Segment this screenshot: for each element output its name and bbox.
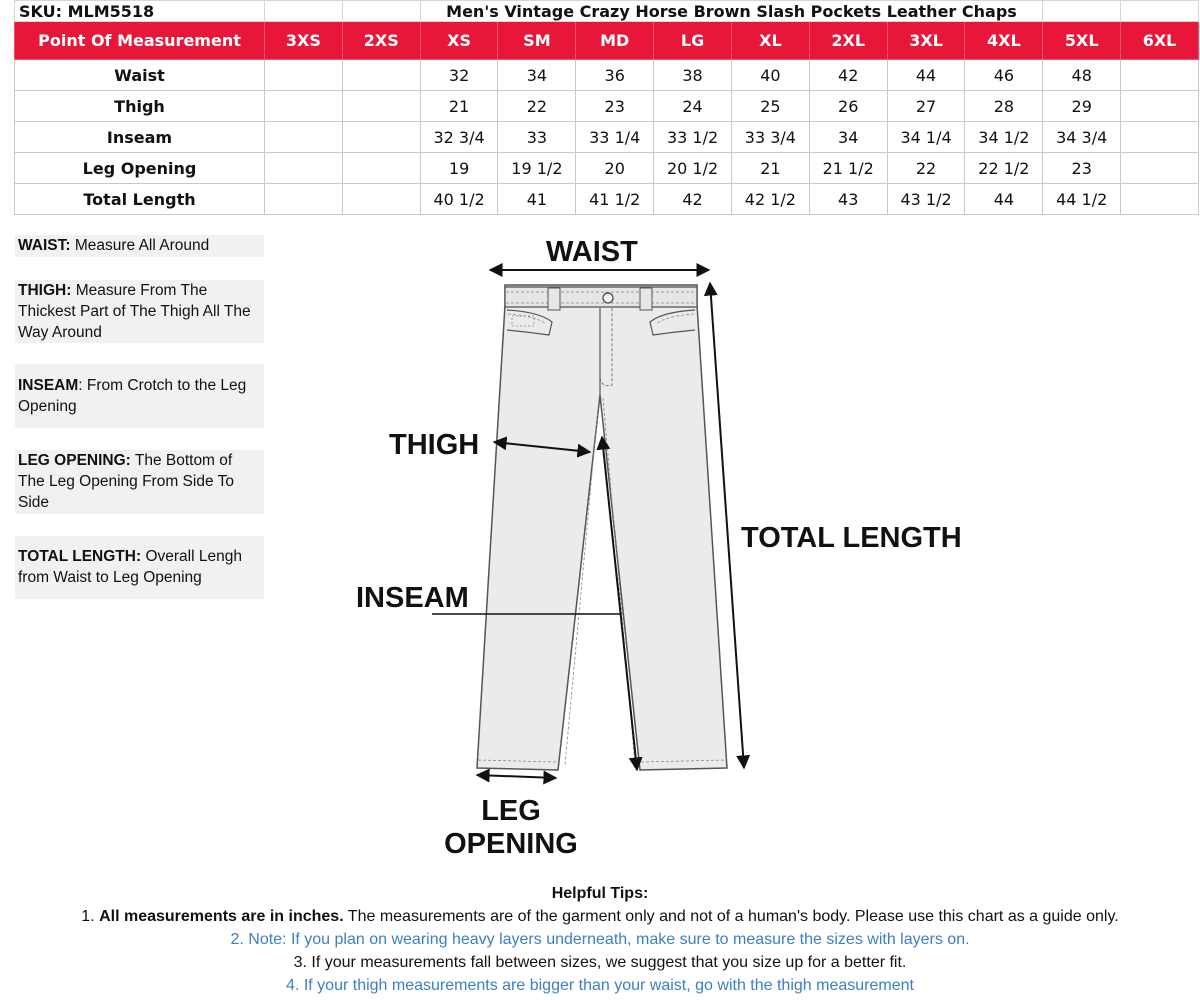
- size-header-sm: SM: [498, 22, 576, 60]
- legend-term: LEG OPENING:: [18, 452, 131, 469]
- table-cell: 22: [887, 153, 965, 184]
- legend-text: The Bottom of The Leg Opening From Side To Side: [18, 452, 234, 511]
- table-cell: 33 3/4: [731, 122, 809, 153]
- table-cell: 34 3/4: [1043, 122, 1121, 153]
- table-cell: 43: [809, 184, 887, 215]
- table-cell: 36: [576, 60, 654, 91]
- size-header-lg: LG: [654, 22, 732, 60]
- table-cell: 24: [654, 91, 732, 122]
- size-header-5xl: 5XL: [1043, 22, 1121, 60]
- size-header-md: MD: [576, 22, 654, 60]
- size-header-3xs: 3XS: [265, 22, 343, 60]
- leg-opening-arrow: [477, 775, 556, 778]
- size-header-6xl: 6XL: [1121, 22, 1199, 60]
- size-header-xs: XS: [420, 22, 498, 60]
- row-label: Inseam: [15, 122, 265, 153]
- table-cell: 42 1/2: [731, 184, 809, 215]
- table-cell: 21: [731, 153, 809, 184]
- table-cell: 34: [809, 122, 887, 153]
- diagram-label-inseam: INSEAM: [356, 582, 469, 614]
- row-label: Thigh: [15, 91, 265, 122]
- table-cell: 41: [498, 184, 576, 215]
- table-cell: 44 1/2: [1043, 184, 1121, 215]
- table-cell: 42: [654, 184, 732, 215]
- table-cell: 43 1/2: [887, 184, 965, 215]
- button-icon: [603, 293, 613, 303]
- diagram-label-thigh: THIGH: [389, 429, 480, 461]
- table-cell: 23: [576, 91, 654, 122]
- legend-text: Measure All Around: [70, 237, 210, 254]
- table-cell: 48: [1043, 60, 1121, 91]
- legend-term: TOTAL LENGTH:: [18, 548, 142, 565]
- diagram-label-total-length: TOTAL LENGTH: [741, 522, 962, 554]
- size-header-2xl: 2XL: [809, 22, 887, 60]
- table-cell: 19: [420, 153, 498, 184]
- table-cell: 40: [731, 60, 809, 91]
- row-label: Leg Opening: [15, 153, 265, 184]
- table-cell: 23: [1043, 153, 1121, 184]
- table-cell: 29: [1043, 91, 1121, 122]
- table-cell: 28: [965, 91, 1043, 122]
- header-point-of-measurement: Point Of Measurement: [15, 22, 265, 60]
- table-cell: 27: [887, 91, 965, 122]
- size-header-2xs: 2XS: [342, 22, 420, 60]
- table-cell: 25: [731, 91, 809, 122]
- leg-opening-line1: LEG: [481, 795, 541, 827]
- table-cell: 20: [576, 153, 654, 184]
- table-cell: 21 1/2: [809, 153, 887, 184]
- tip-3: 3. If your measurements fall between sizes, we suggest that you size up for a better fit.: [293, 954, 907, 971]
- table-cell: 19 1/2: [498, 153, 576, 184]
- table-cell: 42: [809, 60, 887, 91]
- row-label: Waist: [15, 60, 265, 91]
- table-cell: 44: [887, 60, 965, 91]
- table-cell: 32 3/4: [420, 122, 498, 153]
- leg-opening-line2: OPENING: [444, 828, 578, 860]
- tips-title: Helpful Tips:: [551, 885, 649, 902]
- table-cell: 21: [420, 91, 498, 122]
- table-cell: 40 1/2: [420, 184, 498, 215]
- row-label: Total Length: [15, 184, 265, 215]
- table-cell: 33: [498, 122, 576, 153]
- table-cell: 34 1/4: [887, 122, 965, 153]
- tip-1: 1. All measurements are in inches. The measurements are of the garment only and not of a human's body. Please use this chart as a guide only.: [81, 908, 1119, 925]
- table-cell: 26: [809, 91, 887, 122]
- legend-text: : From Crotch to the Leg Opening: [18, 377, 247, 415]
- diagram-label-leg-opening: [441, 795, 581, 861]
- table-cell: 22: [498, 91, 576, 122]
- legend-text: Overall Lengh from Waist to Leg Opening: [18, 548, 242, 586]
- size-header-4xl: 4XL: [965, 22, 1043, 60]
- table-cell: 20 1/2: [654, 153, 732, 184]
- legend-term: THIGH:: [18, 282, 72, 299]
- table-cell: 32: [420, 60, 498, 91]
- sku-label: SKU: MLM5518: [15, 1, 265, 22]
- table-cell: 33 1/2: [654, 122, 732, 153]
- legend-text: Measure From The Thickest Part of The Thigh All The Way Around: [18, 282, 251, 341]
- tip-4: 4. If your thigh measurements are bigger than your waist, go with the thigh measurement: [286, 977, 914, 994]
- pants-outline: [477, 285, 727, 770]
- size-header-3xl: 3XL: [887, 22, 965, 60]
- diagram-label-waist: WAIST: [546, 236, 638, 268]
- helpful-tips: [0, 882, 1200, 997]
- size-header-xl: XL: [731, 22, 809, 60]
- table-cell: 44: [965, 184, 1043, 215]
- table-cell: 46: [965, 60, 1043, 91]
- table-cell: 38: [654, 60, 732, 91]
- table-cell: 34: [498, 60, 576, 91]
- tip-2: 2. Note: If you plan on wearing heavy layers underneath, make sure to measure the sizes with layers on.: [230, 931, 970, 948]
- table-cell: 33 1/4: [576, 122, 654, 153]
- legend-term: WAIST:: [18, 237, 71, 254]
- legend-term: INSEAM: [18, 377, 79, 394]
- waistband: [505, 287, 697, 307]
- table-cell: 22 1/2: [965, 153, 1043, 184]
- table-cell: 34 1/2: [965, 122, 1043, 153]
- table-cell: 41 1/2: [576, 184, 654, 215]
- product-title: Men's Vintage Crazy Horse Brown Slash Pockets Leather Chaps: [420, 1, 1043, 22]
